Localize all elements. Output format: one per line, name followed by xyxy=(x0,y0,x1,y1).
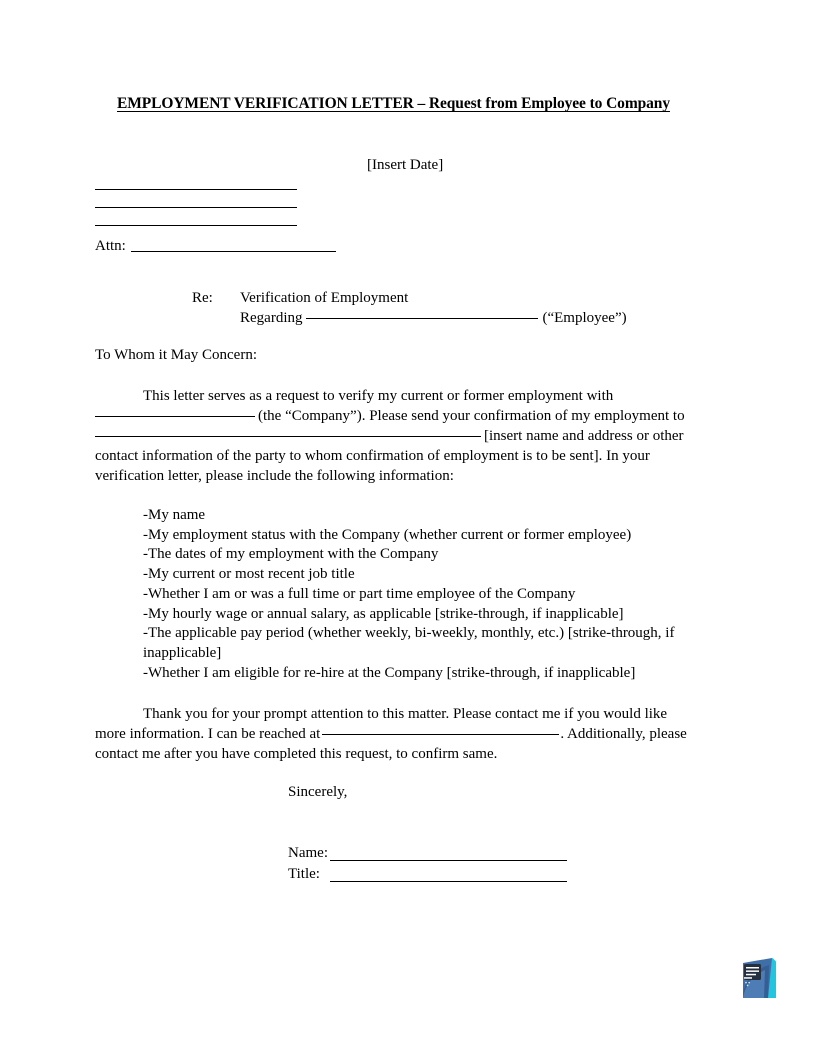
regarding-text xyxy=(240,308,627,328)
body-paragraph-2 xyxy=(95,704,717,764)
re-label: Re: xyxy=(192,290,213,306)
body1-line-5: verification letter, please include the following information: xyxy=(95,468,454,484)
body1-line-4: contact information of the party to whom confirmation of employment is to be sent]. In your xyxy=(95,448,650,464)
signature-block xyxy=(288,843,567,885)
title-label: Title: xyxy=(288,866,320,882)
attn-label: Attn: xyxy=(95,238,126,254)
regarding-suffix: (“Employee”) xyxy=(542,310,627,326)
body1-line-3 xyxy=(95,426,715,446)
contact-reached-at-field-rule[interactable] xyxy=(322,734,559,735)
list-item: -My hourly wage or annual salary, as applicable [strike-through, if inapplicable] xyxy=(143,605,624,622)
requested-information-list xyxy=(143,506,718,683)
company-name-field-rule[interactable] xyxy=(95,416,255,417)
attn-field-rule[interactable] xyxy=(131,251,336,252)
list-item-continuation: inapplicable] xyxy=(143,644,222,661)
document-logo-icon xyxy=(735,957,777,1001)
name-field-rule[interactable] xyxy=(330,860,567,861)
salutation: To Whom it May Concern: xyxy=(95,347,257,363)
body2-line-2-prefix: more information. I can be reached at xyxy=(95,726,321,742)
list-item: -The dates of my employment with the Company xyxy=(143,546,439,563)
body1-line-2-text: (the “Company”). Please send your confirmation of my employment to xyxy=(258,408,685,424)
body-paragraph-1 xyxy=(95,386,715,486)
address-line-1-rule[interactable] xyxy=(95,189,297,190)
page-title: EMPLOYMENT VERIFICATION LETTER – Request from Employee to Company xyxy=(117,95,670,112)
list-item: -My employment status with the Company (whether current or former employee) xyxy=(143,526,632,543)
body2-line-1-text: Thank you for your prompt attention to this matter. Please contact me if you would like xyxy=(143,706,668,722)
signature-title-row xyxy=(288,864,567,885)
body1-line-1 xyxy=(95,386,715,406)
body2-line-1 xyxy=(95,704,717,724)
list-item: -My name xyxy=(143,507,206,523)
body1-line-1-text: This letter serves as a request to verify my current or former employment with xyxy=(143,388,614,404)
address-line-3-rule[interactable] xyxy=(95,225,297,226)
regarding-label: Regarding xyxy=(240,310,303,326)
re-subject-text: Verification of Employment xyxy=(240,290,409,306)
recipient-address-block xyxy=(95,189,395,254)
body1-line-3-text: [insert name and address or other xyxy=(484,428,684,444)
address-line-2-rule[interactable] xyxy=(95,207,297,208)
body2-line-2 xyxy=(95,724,717,744)
list-item: -The applicable pay period (whether weekly, bi-weekly, monthly, etc.) [strike-through, if xyxy=(143,625,675,642)
body2-line-3: contact me after you have completed this request, to confirm same. xyxy=(95,746,498,762)
title-field-rule[interactable] xyxy=(330,881,567,882)
re-spacer xyxy=(192,308,240,328)
body2-line-2-suffix: . Additionally, please xyxy=(560,726,687,742)
list-item: -Whether I am eligible for re-hire at the Company [strike-through, if inapplicable] xyxy=(143,664,636,681)
contact-info-field-rule[interactable] xyxy=(95,436,481,437)
name-label: Name: xyxy=(288,845,328,861)
re-subject-row xyxy=(192,288,627,308)
regarding-field-rule[interactable] xyxy=(306,318,538,319)
signature-name-row xyxy=(288,843,567,864)
regarding-row xyxy=(192,308,627,328)
date-placeholder: [Insert Date] xyxy=(367,157,444,173)
closing-salutation: Sincerely, xyxy=(288,784,348,800)
attn-row xyxy=(95,239,395,254)
body1-line-2 xyxy=(95,406,715,426)
re-block xyxy=(192,288,627,328)
list-item: -My current or most recent job title xyxy=(143,566,355,583)
list-item: -Whether I am or was a full time or part time employee of the Company xyxy=(143,585,576,602)
